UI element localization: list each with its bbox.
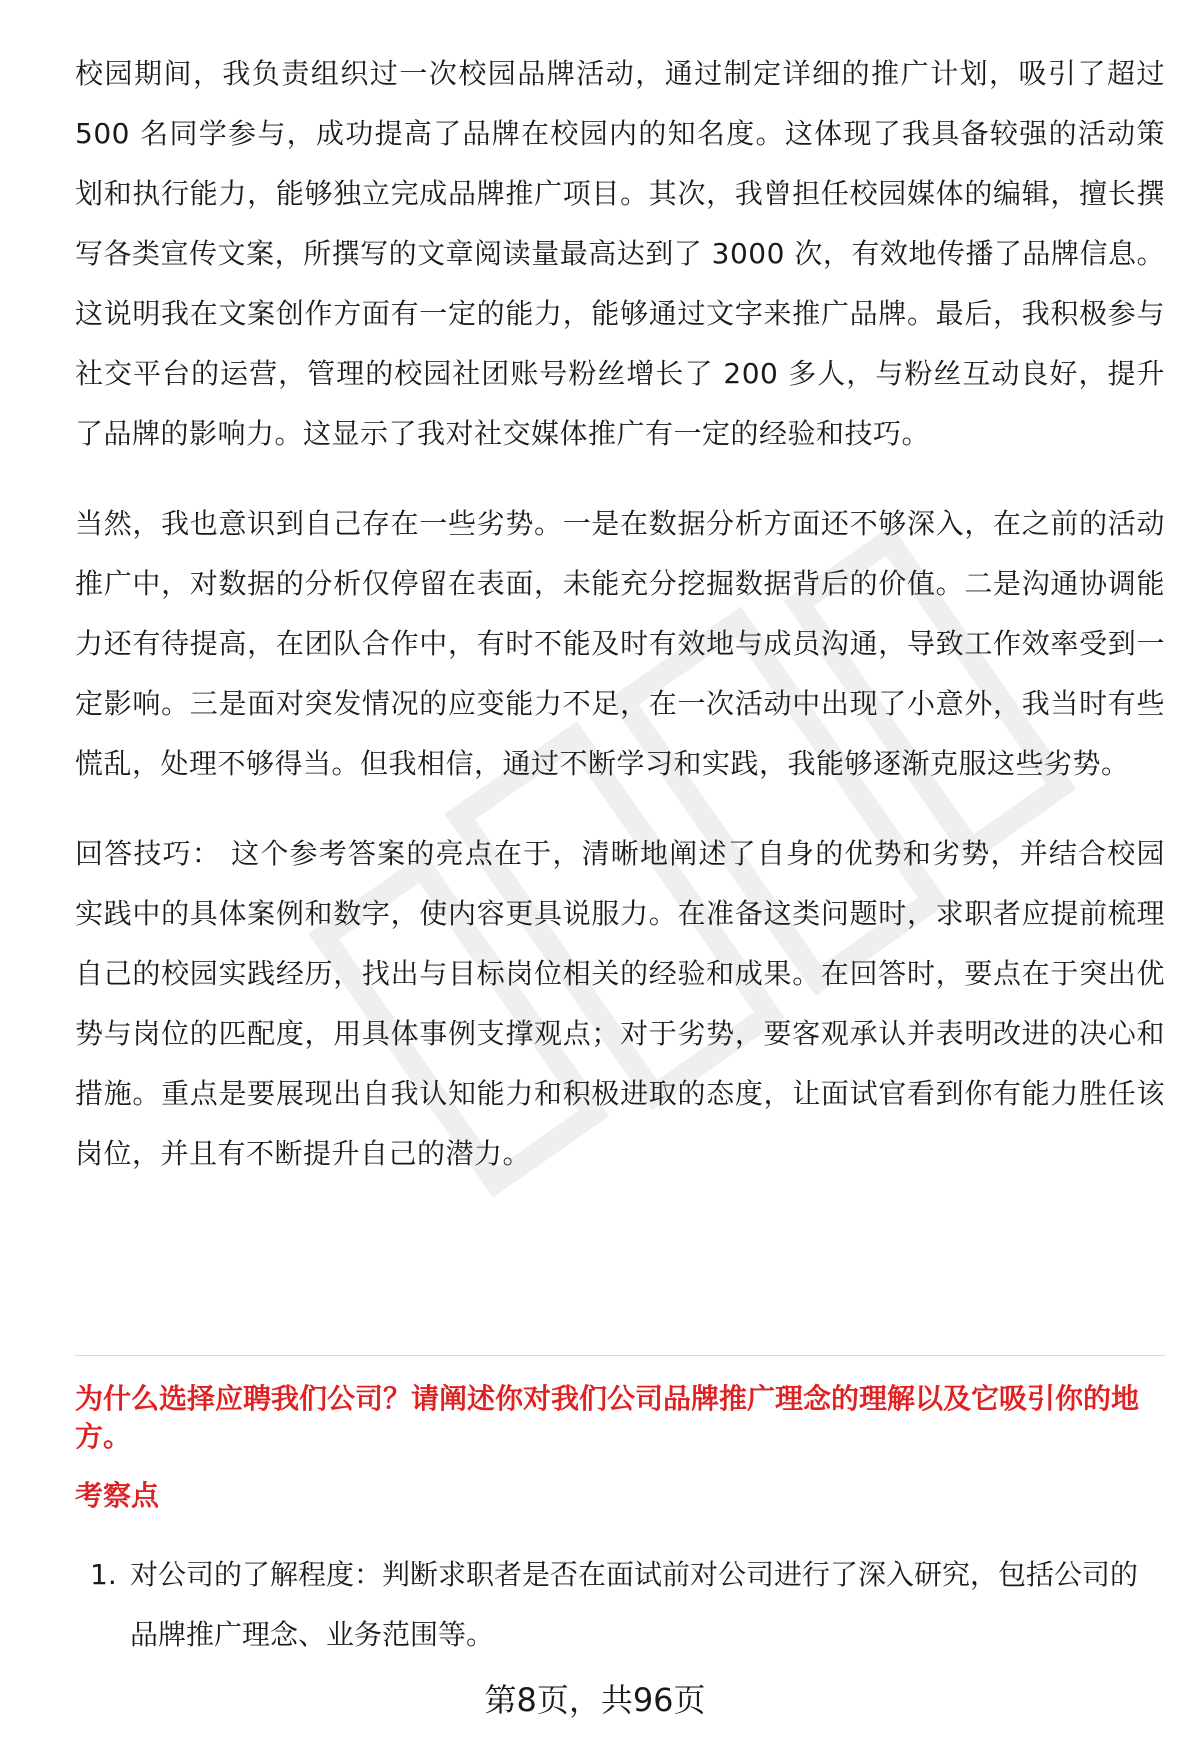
section-divider	[75, 1355, 1165, 1356]
body-text	[75, 44, 1165, 1184]
assessment-points-list	[90, 1545, 1165, 1665]
list-item-number: 1.	[90, 1558, 117, 1591]
section-heading: 考察点	[75, 1479, 160, 1512]
list-item-text: 对公司的了解程度：判断求职者是否在面试前对公司进行了深入研究，包括公司的品牌推广理念、业务范围等。	[130, 1558, 1139, 1651]
interview-question: 为什么选择应聘我们公司？请阐述你对我们公司品牌推广理念的理解以及它吸引你的地方。	[75, 1382, 1140, 1453]
list-item	[90, 1545, 1165, 1665]
paragraph-strengths: 校园期间，我负责组织过一次校园品牌活动，通过制定详细的推广计划，吸引了超过 500 名同学参与，成功提高了品牌在校园内的知名度。这体现了我具备较强的活动策划和执行能力，能够独立完成品牌推广项目。其次，我曾担任校园媒体的编辑，擅长撰写各类宣传文案，所撰写的文章阅读量最高达到了 3000 次，有效地传播了品牌信息。这说明我在文案创作方面有一定的能力，能够通过文字来推广品牌。最后，我积极参与社交平台的运营，管理的校园社团账号粉丝增长了 200 多人，与粉丝互动良好，提升了品牌的影响力。这显示了我对社交媒体推广有一定的经验和技巧。	[75, 57, 1165, 450]
page-number-footer: 第8页，共96页	[484, 1681, 706, 1719]
paragraph-weaknesses: 当然，我也意识到自己存在一些劣势。一是在数据分析方面还不够深入，在之前的活动推广中，对数据的分析仅停留在表面，未能充分挖掘数据背后的价值。二是沟通协调能力还有待提高，在团队合作中，有时不能及时有效地与成员沟通，导致工作效率受到一定影响。三是面对突发情况的应变能力不足，在一次活动中出现了小意外，我当时有些慌乱，处理不够得当。但我相信，通过不断学习和实践，我能够逐渐克服这些劣势。	[75, 507, 1165, 780]
paragraph-answer-tips: 回答技巧： 这个参考答案的亮点在于，清晰地阐述了自身的优势和劣势，并结合校园实践中的具体案例和数字，使内容更具说服力。在准备这类问题时，求职者应提前梳理自己的校园实践经历，找出与目标岗位相关的经验和成果。在回答时，要点在于突出优势与岗位的匹配度，用具体事例支撑观点；对于劣势，要客观承认并表明改进的决心和措施。重点是要展现出自我认知能力和积极进取的态度，让面试官看到你有能力胜任该岗位，并且有不断提升自己的潜力。	[75, 837, 1165, 1170]
